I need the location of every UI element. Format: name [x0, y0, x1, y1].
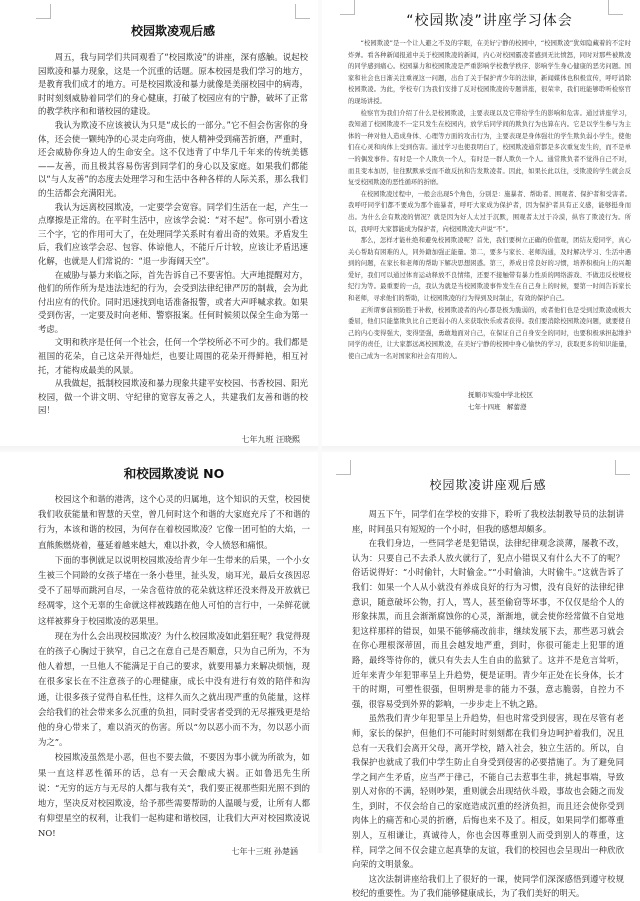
paragraph: “校园欺凌”是一个让人避之不及的字眼，在美好宁静的校园中，“校园欺凌”犹如隐藏着的不定时炸弹。看各种新闻报道中关于校园欺凌的新闻，内心对校园霸凌者感到无比愤怒，同时对那些被欺凌的同学感到痛心。校园暴力和校园欺凌是严重影响学校教学秩序、影响学生身心健康的恶劣问题。国家和社会也日渐关注重视这一问题，出台了关于保护青少年的法律，新闻媒体也积极宣传，呼吁消除校园欺凌。为此，学校专门为我们安排了反对校园欺凌的专题讲座，很荣幸，我们班能够聆听检察官的现场讲授。: [348, 40, 631, 105]
crop-mark-icon: [336, 460, 351, 475]
page-separator-vertical: [318, 0, 322, 853]
paragraph: 在我们身边，一些同学老是犯错误，法律纪律观念淡薄，屡教不改，认为：只要自己不去杀人放火就行了，犯点小错误又有什么大不了的呢？俗话说得好：“小时偷针，大时偷金。”“小时偷油，大时偷牛。”这就告诉了我们：如果一个人从小就没有养成良好的行为习惯，没有良好的法律纪律意识，随意破坏公物，打人，骂人，甚至偷窃等坏事，不仅仅是给个人的形象抹黑，而且会渐渐腐蚀你的心灵，渐渐地，就会使你经常做不自觉地犯这样那样的错误，如果不能够痛改前非，继续发展下去，那些恶习就会在你心理根深蒂固，而且会越发地严重，到时，你很可能走上犯罪的道路，最终等待你的，就只有失去人生自由的监狱了。这并不是危言耸听，近年来青少年犯罪率呈上升趋势，便是证明。青少年正处在长身体，长才干的时期，可塑性很强，但明辨是非的能力不强，意志脆弱，自控力不强，很容易受到外界的影响，一步步走上不轨之路。: [352, 538, 624, 709]
crop-mark-icon: [295, 4, 310, 19]
paragraph: 下面的事例就足以说明校园欺凌给青少年一生带来的后果，一个小女生被三个同龄的女孩子堵在一条小巷里，扯头发，扇耳光，最后女孩因忍受不了屈辱而跳河自尽，一朵含苞待放的花朵就这样还没来得及开放就已经凋零，这个无辜的生命就这样被践踏在他人可怕的言行中，一朵鲜花就这样被葬身于校园欺凌的恶果里。: [38, 554, 310, 626]
document-body: [348, 38, 631, 363]
crop-mark-icon: [340, 0, 355, 15]
author-signature: [348, 389, 631, 413]
paragraph: 从我做起，抵制校园欺凌和暴力现象共建平安校园、书香校园、阳光校园，做一个讲文明、守纪律的宽容友善之人，共建我们友善和谐的校园！: [38, 378, 308, 416]
document-title: “校园欺凌”讲座学习体会: [406, 13, 573, 29]
crop-mark-icon: [608, 0, 623, 15]
paragraph: 我认为欺凌不应该被认为只是“成长的一部分。”它不但会伤害你的身体，还会使一颗纯净的心灵走向弯曲，使人精神受到痛苦折磨，严重时，还会威胁你身边人的生命安全。这不仅违背了中华几千年来的传统美德——友善，而且极其容易伤害到同学们的身心以及家庭。如果我们都能以“与人友善”的态度去处理学习和生活中各种各样的人际关系，那么我们的生活都会充满阳光。: [38, 119, 308, 198]
document-page-2: [348, 0, 631, 440]
paragraph: 虽然我们青少年犯罪呈上升趋势，但也时常受到侵害，现在尽管有老师，家长的保护，但他们不可能时时刻刻都在我们身边呵护着我们，况且总有一天我们会离开父母，离开学校，踏入社会，独立生活的。所以，自我保护也就成了我们中学生防止自身受到侵害的必要措施了。为了避免同学之间产生矛盾，应当严于律己，不能自己去惹事生非，挑起事端，导致别人对你的不满，轻则吵架，重则就会出现结伙斗殴，事故也会随之而发生，到时，不仅会给自己的家庭造成沉重的经济负担，而且还会使你受到肉体上的痛苦和心灵的折磨，后悔也来不及了。相反，如果同学们都尊重别人，互相谦让，真诚待人，你也会因尊重别人而受到别人的尊重，这样，同学之间不仅会建立起真挚的友谊，我们的校园也会呈现出一种欣欣向荣的文明景象。: [352, 713, 624, 870]
paragraph: 现在为什么会出现校园欺凌？为什么校园欺凌如此猖狂呢？我觉得现在的孩子心胸过于狭窄，自己之在意自己是否顺意，只为自己所为，不为他人着想，一旦他人不能满足于自己的要求，就要用暴力来解决烦恼，现在很多家长在不注意孩子的心理健康，成长中没有进行有效的陪伴和沟通，让很多孩子觉得自私任性，这样久而久之就出现严重的负能量，这样会给我们的社会带来多么沉重的负担，同时受害者受到的无尽摧残更是给他的身心带来了，难以消灭的伤害。所以“勿以恶小而不为，勿以恶小而为之”。: [38, 630, 310, 748]
author-signature: 七年十三班 孙楚涵: [231, 846, 298, 856]
paragraph: 这次法制讲座给我们上了很好的一课，使同学们深深感悟到遵守校规校纪的重要性。为了我们能够健康成长，为了我们美好的明天。: [352, 873, 624, 899]
paragraph: 校园这个和谐的港湾，这个心灵的归属地，这个知识的天堂，校园使我们收获能量和智慧的天堂，曾几何时这个和谐的大家庭充斥了不和谐的行为，本该和谐的校园，为何存在着校园欺凌？它像一团可怕的大焰，一直熊熊燃烧着，蔓延着越来越大，难以扑救，令人愤怒和痛恨。: [38, 494, 310, 550]
document-body: [38, 51, 308, 418]
paragraph: 在校园欺凌过程中，一般会出现5个角色，分别是：施暴者、帮助者、围观者、保护者和受害者。我呼吁同学们都不要成为那个施暴者，呼吁大家成为保护者，因为保护者具有正义感，能够挺身而出。为什么会有欺凌的情况？就是因为好人太过于沉默，围观者太过于冷漠，纵容了欺凌行为。所以，我呼吁大家都能成为保护者，向校园欺凌大声说“不”。: [348, 190, 631, 233]
paragraph: 我认为远离校园欺凌，一定要学会宽容。同学们生活在一起，产生一点摩擦是正常的。在平时生活中，应该学会说：“对不起”。你可别小看这三个字，它的作用可大了，在处理同学关系时有着出奇的效果。矛盾发生后，我们应该学会忍、包容、体谅他人，不能斤斤计较，应该让矛盾迅速化解，也就是人们常说的：“退一步海阔天空”。: [38, 201, 308, 266]
paragraph: 周五，我与同学们共同观看了“校园欺凌”的讲座，深有感触。说起校园欺凌和暴力现象，这是一个沉重的话题。原本校园是我们学习的地方，是教育我们成才的地方。可是校园欺凌和暴力就像是美丽校园中的病毒，时时刻刻威胁着同学们的身心健康，打破了校园应有的宁静，破坏了正常的教学秩序和和谐校园的建设。: [38, 52, 308, 117]
document-page-3: [38, 460, 310, 856]
paragraph: 在威胁与暴力来临之际，首先告诉自己不要害怕。大声地提醒对方，他们的所作所为是违法违纪的行为，会受到法律纪律严厉的制裁，会为此付出应有的代价。同时迅速找到电话准备报警，或者大声呼喊求救。如果受到伤害，一定要及时向老师、警察报案。任何时候须以保全生命为第一考虑。: [38, 269, 308, 334]
document-body: [352, 507, 624, 901]
author-class-name: 七年十四班 解蕾澄: [468, 402, 527, 411]
document-title: 和校园欺凌说 NO: [123, 466, 225, 481]
paragraph: 检察官为我们介绍了什么是校园欺凌，主要表现以及它带给学生的影响和危害。通过讲座学习，我知道了校园欺凌不一定只发生在校园内，放学后同学间的欺负行为也算在内。它是以学生参与为主体的一种对他人造成身体、心理等方面的攻击行为，主要表现是身体强壮的学生欺负弱小学生，使他们在心灵和肉体上受到伤害。通过学习也使我明白了，校园欺凌通常都是多次重复发生的，而不是单一的偶发事件。有时是一个人欺负一个人，有时是一群人欺负一个人。通常欺负者不觉得自己不对，而且变本加厉，往往默默承受而不敢反抗和告发欺凌者。因此，如果长此以往，受欺凌的学生就会反复受校园欺凌的恶性循环的折磨。: [348, 109, 631, 187]
document-title: 校园欺凌观后感: [130, 24, 215, 38]
paragraph: 周五下午，同学们在学校的安排下，聆听了我校法制教导员的法制讲座，时间虽只有短短的一个小时，但我的感想却颇多。: [352, 509, 624, 534]
school-name: 抚顺市实验中学北校区: [468, 390, 533, 399]
document-page-1: [38, 0, 308, 445]
crop-mark-icon: [615, 460, 630, 475]
author-signature: 七年九班 汪晓熙: [241, 435, 300, 445]
paragraph: 正所谓事前预防胜于补救，校园欺凌者的内心都是极为脆弱的，或者他们也是受到过欺凌或极大委屈，他们只能靠欺负比自己更弱小的人来获取快乐或者获得。我们要消除校园欺凌问题，就要使自己的内心变得强大，变得坚强，勇敢地面对自己，在保证自己自身安全的同时，也要积极承担起维护同学的责任，让大家都远离校园欺凌，在美好宁静的校园中身心愉快的学习，获取更多的知识能量，使自己成为一名对国家和社会有用的人。: [348, 306, 631, 361]
document-body: [38, 492, 310, 842]
document-page-4: [352, 460, 624, 899]
document-title: 校园欺凌讲座观后感: [429, 478, 547, 492]
paragraph: 文明和秩序是任何一个社会，任何一个学校所必不可少的。我们都是祖国的花朵，自己这朵开得灿烂，也要让周围的花朵开得鲜艳，相互衬托，才能构成最美的风景。: [38, 337, 308, 375]
paragraph: 那么，怎样才能杜绝和避免校园欺凌呢？首先，我们要树立正确的价值观，团结友爱同学，真心关心帮助有困难的人，同外籍加强正能量。第二，要多与家长、老师沟通，及时解决学习、生活中遇到的问题，在家长和老师的帮助下解决思想困惑。第三，养成日常良好的习惯，培养积极向上的兴趣爱好，我们可以通过体育运动释放不良情绪，还要不接触带有暴力性质的网络游戏、不做违反校规校纪行为等。最重要的一点，我认为就是当校园欺凌事件发生在自己身上的时候，要第一时间告诉家长和老师，寻求他们的帮助，让校园欺凌的行为得到及时制止，有效的保护自己。: [348, 237, 631, 303]
crop-mark-icon: [36, 4, 51, 19]
paragraph: 校园欺凌虽然是小恶，但也不要去做，不要因为事小就为所欲为，如果一直这样恶性循环的话，总有一天会酿成大祸。正如鲁迅先生所说：“无穷的远方与无尽的人都与我有关”，我们要正视那些阳光照不到的地方，坚决反对校园欺凌，给予那些需要帮助的人温暖与爱，让所有人都有仰望星空的权利，让我们一起构建和谐校园，让我们大声对校园欺凌说 NO!: [38, 752, 310, 839]
